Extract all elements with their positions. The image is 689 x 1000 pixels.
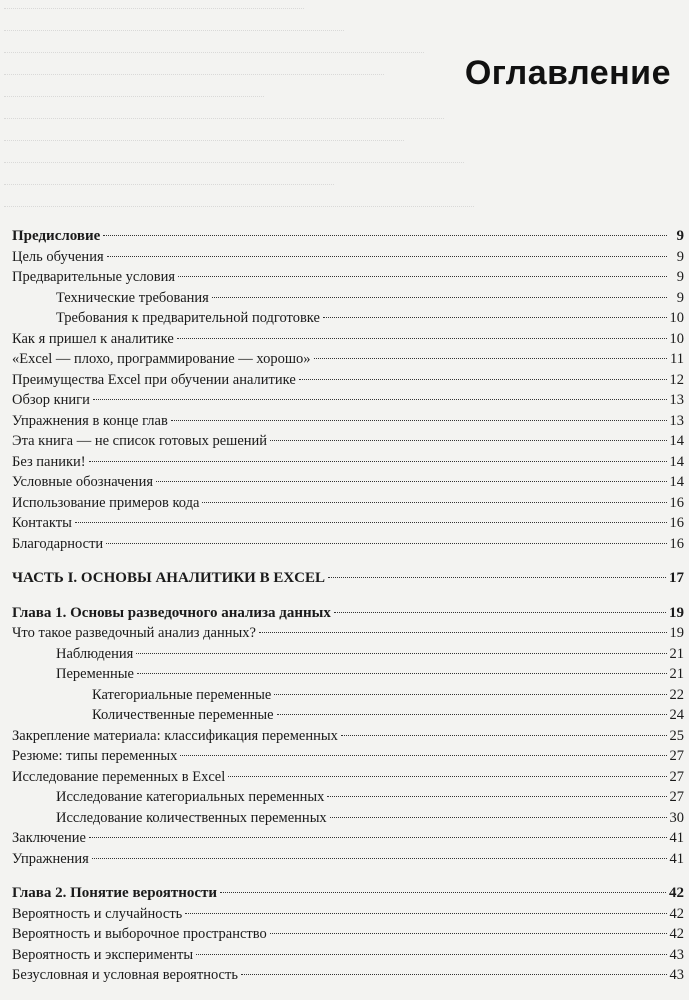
toc-entry-page: 14: [669, 474, 684, 490]
dot-leader: [220, 892, 666, 893]
toc-entry-page: 9: [676, 289, 684, 306]
toc-entry-page: 27: [669, 748, 684, 764]
toc-entry-title: Безусловная и условная вероятность: [12, 967, 238, 983]
toc-entry-title: «Excel — плохо, программирование — хорошо»: [12, 351, 311, 367]
toc-entry-title: Обзор книги: [12, 392, 90, 408]
toc-entry-page: 13: [669, 412, 684, 429]
dot-leader: [299, 379, 667, 380]
dot-leader: [171, 420, 667, 421]
toc-entry-page: 43: [669, 967, 684, 983]
toc-entry-title: Эта книга — не список готовых решений: [12, 433, 268, 449]
toc-entry: [12, 787, 684, 808]
toc-entry: [12, 664, 684, 685]
toc-entry-title: Вероятность и выборочное пространство: [12, 926, 267, 942]
toc-entry-title: Количественные переменные: [92, 707, 274, 723]
toc-entry-title: Технические требования: [56, 289, 209, 306]
toc-entry-title: Заключение: [12, 830, 86, 846]
toc-entry: [12, 534, 684, 555]
toc-entry: [12, 370, 684, 391]
dot-leader: [156, 481, 667, 482]
toc-entry-title: Переменные: [56, 666, 134, 682]
dot-leader: [277, 714, 667, 715]
toc-entry: [12, 767, 684, 788]
toc-entry: [12, 603, 684, 624]
toc-entry-title: Условные обозначения: [12, 474, 153, 490]
toc-entry: [12, 883, 684, 904]
toc-entry-page: 10: [669, 310, 684, 326]
toc-entry: [12, 431, 684, 452]
toc-entry: [12, 924, 684, 945]
toc-entry-title: Как я пришел к аналитике: [12, 330, 174, 347]
toc-entry-title: Благодарности: [12, 535, 104, 552]
dot-leader: [228, 776, 666, 777]
toc-entry-page: 17: [669, 570, 684, 586]
dot-leader: [89, 461, 667, 462]
dot-leader: [75, 522, 667, 523]
dot-leader: [93, 399, 667, 400]
page-title: Оглавление: [464, 54, 671, 92]
toc-entry-title: Глава 2. Понятие вероятности: [12, 885, 218, 901]
toc-entry: [12, 513, 684, 534]
dot-leader: [202, 502, 666, 503]
toc-entry-title: Вероятность и эксперименты: [12, 946, 194, 963]
toc-entry: [12, 685, 684, 706]
toc-entry-title: Что такое разведочный анализ данных?: [12, 625, 256, 641]
toc-entry-page: 13: [669, 392, 684, 408]
toc-entry-page: 16: [669, 515, 684, 531]
toc-entry-page: 16: [669, 535, 684, 552]
dot-leader: [178, 276, 667, 277]
toc-entry-title: Предварительные условия: [12, 269, 176, 285]
dot-leader: [212, 297, 667, 298]
dot-leader: [137, 673, 667, 674]
toc-entry-page: 27: [669, 789, 684, 805]
toc-entry-page: 19: [669, 604, 684, 621]
table-of-contents: [12, 226, 684, 986]
toc-entry-title: Упражнения в конце глав: [12, 412, 168, 429]
toc-entry-page: 21: [669, 645, 684, 662]
toc-entry-title: ЧАСТЬ I. ОСНОВЫ АНАЛИТИКИ В EXCEL: [12, 570, 326, 586]
toc-entry-page: 42: [669, 885, 684, 901]
dot-leader: [323, 317, 667, 318]
dot-leader: [241, 974, 667, 975]
toc-entry: [12, 226, 684, 247]
dot-leader: [196, 954, 666, 955]
dot-leader: [136, 653, 666, 654]
toc-entry: [12, 247, 684, 268]
toc-entry-title: Предисловие: [12, 228, 101, 244]
toc-entry: [12, 623, 684, 644]
dot-leader: [103, 235, 667, 236]
bleed-through-text: [0, 0, 689, 240]
toc-entry-page: 14: [669, 433, 684, 449]
toc-entry-page: 25: [669, 727, 684, 744]
dot-leader: [177, 338, 667, 339]
toc-entry-title: Закрепление материала: классификация переменных: [12, 727, 338, 744]
toc-entry-page: 19: [669, 625, 684, 641]
toc-entry-page: 41: [669, 850, 684, 867]
dot-leader: [180, 755, 666, 756]
toc-entry-title: Использование примеров кода: [12, 494, 200, 511]
toc-entry-title: Без паники!: [12, 453, 86, 470]
toc-entry-page: 14: [669, 453, 684, 470]
dot-leader: [270, 933, 667, 934]
toc-entry-title: Исследование переменных в Excel: [12, 768, 226, 785]
toc-entry-page: 42: [669, 905, 684, 922]
dot-leader: [274, 694, 666, 695]
toc-entry-page: 43: [669, 946, 684, 963]
toc-entry: [12, 411, 684, 432]
toc-entry: [12, 390, 684, 411]
toc-entry-title: Глава 1. Основы разведочного анализа данных: [12, 604, 331, 621]
toc-entry: [12, 644, 684, 665]
dot-leader: [314, 358, 667, 359]
toc-entry-title: Исследование количественных переменных: [56, 809, 327, 826]
dot-leader: [106, 543, 666, 544]
toc-entry: [12, 746, 684, 767]
dot-leader: [185, 913, 666, 914]
toc-entry-title: Наблюдения: [56, 645, 134, 662]
toc-entry-page: 11: [670, 351, 684, 367]
toc-entry: [12, 945, 684, 966]
dot-leader: [330, 817, 667, 818]
toc-entry-page: 9: [676, 248, 684, 265]
toc-entry-page: 42: [669, 926, 684, 942]
toc-entry: [12, 452, 684, 473]
toc-entry-title: Резюме: типы переменных: [12, 748, 178, 764]
toc-entry: [12, 726, 684, 747]
toc-entry-page: 22: [669, 686, 684, 703]
dot-leader: [89, 837, 667, 838]
toc-entry: [12, 904, 684, 925]
toc-entry-page: 12: [669, 371, 684, 388]
dot-leader: [334, 612, 666, 613]
toc-entry-page: 30: [669, 809, 684, 826]
toc-entry: [12, 849, 684, 870]
toc-entry: [12, 349, 684, 370]
toc-entry: [12, 705, 684, 726]
toc-entry-page: 9: [676, 228, 684, 244]
toc-entry: [12, 288, 684, 309]
toc-entry: [12, 493, 684, 514]
toc-entry-title: Требования к предварительной подготовке: [56, 310, 320, 326]
dot-leader: [341, 735, 667, 736]
toc-entry: [12, 568, 684, 589]
toc-entry-page: 24: [669, 707, 684, 723]
dot-leader: [92, 858, 667, 859]
toc-entry-title: Контакты: [12, 515, 72, 531]
toc-entry-title: Категориальные переменные: [92, 686, 272, 703]
toc-entry-page: 16: [669, 494, 684, 511]
toc-entry: [12, 267, 684, 288]
toc-entry-page: 27: [669, 768, 684, 785]
toc-entry: [12, 329, 684, 350]
toc-entry: [12, 965, 684, 986]
toc-entry-title: Вероятность и случайность: [12, 905, 183, 922]
toc-entry-title: Упражнения: [12, 850, 89, 867]
toc-entry: [12, 808, 684, 829]
toc-entry-page: 41: [669, 830, 684, 846]
toc-entry-page: 21: [669, 666, 684, 682]
toc-entry-title: Исследование категориальных переменных: [56, 789, 325, 805]
dot-leader: [270, 440, 666, 441]
dot-leader: [259, 632, 667, 633]
toc-entry-page: 9: [676, 269, 684, 285]
toc-entry-title: Преимущества Excel при обучении аналитике: [12, 371, 296, 388]
dot-leader: [327, 796, 666, 797]
dot-leader: [328, 577, 666, 578]
toc-entry-page: 10: [669, 330, 684, 347]
toc-entry: [12, 308, 684, 329]
toc-entry: [12, 828, 684, 849]
toc-entry: [12, 472, 684, 493]
dot-leader: [107, 256, 667, 257]
toc-entry-title: Цель обучения: [12, 248, 104, 265]
